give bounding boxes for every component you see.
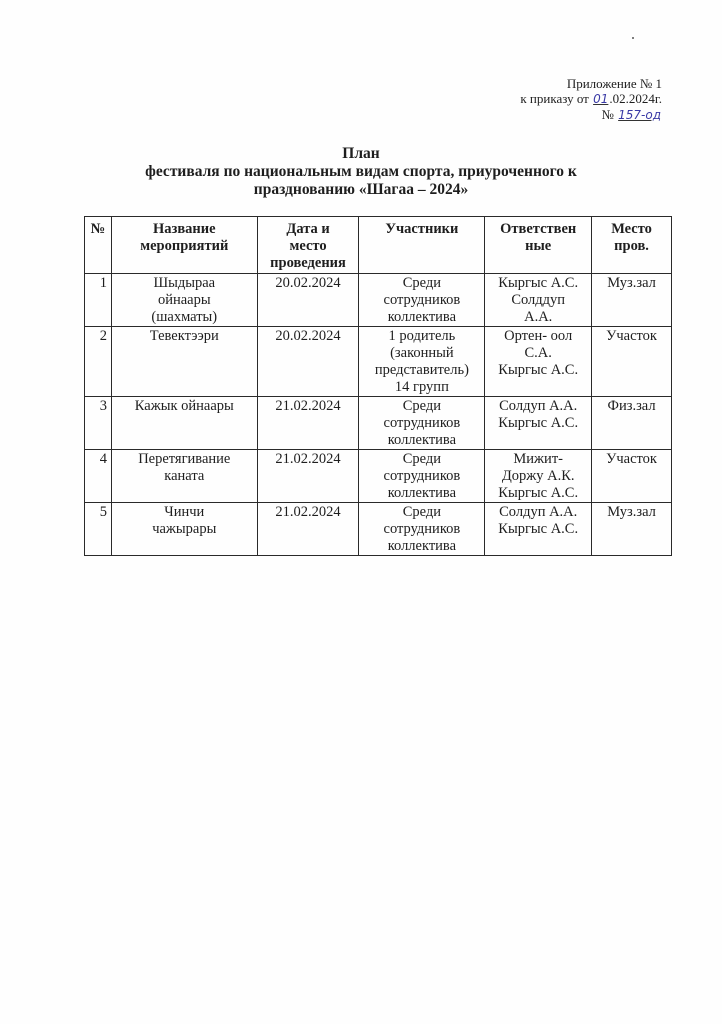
cell-line: Шыдыраа [153, 275, 216, 291]
order-number-prefix: № [601, 107, 618, 122]
cell-line: сотрудников [383, 415, 461, 431]
cell-responsible [485, 327, 592, 397]
handwritten-order-number: 157-од [618, 108, 661, 122]
header-date [257, 217, 359, 274]
cell-line: Солдуп А.А. [499, 504, 578, 520]
document-title [0, 145, 722, 199]
order-date-suffix: .02.2024г. [609, 91, 662, 106]
cell-line: Муз.зал [607, 504, 656, 520]
cell-line: Участок [606, 328, 657, 344]
cell-line: Ответствен [500, 221, 577, 237]
cell-line: Среди [402, 504, 442, 520]
appendix-line-3 [520, 107, 662, 123]
cell-line: Кыргыс А.С. [498, 275, 579, 291]
cell-line: Физ.зал [607, 398, 656, 414]
cell-line: Кыргыс А.С. [498, 415, 579, 431]
title-line-1: План [342, 145, 380, 162]
cell-line: проведения [270, 255, 346, 271]
cell-line: Чинчи [164, 504, 205, 520]
cell-line: (законный [390, 345, 454, 361]
cell-line: Ортен- оол [504, 328, 573, 344]
cell-line: Участок [606, 451, 657, 467]
table-row [85, 327, 672, 397]
cell-line: Тевектээри [149, 328, 219, 344]
title-line-2: фестиваля по национальным видам спорта, приуроченного к [145, 163, 577, 180]
cell-number: 2 [85, 327, 112, 397]
cell-line: пров. [614, 238, 649, 254]
table-body [85, 274, 672, 556]
cell-place [592, 274, 672, 327]
title-line-3: празднованию «Шагаа – 2024» [253, 181, 469, 198]
cell-participants [359, 327, 485, 397]
cell-date [257, 274, 359, 327]
cell-line: мероприятий [140, 238, 229, 254]
cell-place [592, 397, 672, 450]
cell-line: каната [164, 468, 205, 484]
cell-line: С.А. [524, 345, 552, 361]
cell-number: 1 [85, 274, 112, 327]
cell-event-name [111, 450, 257, 503]
cell-line: 21.02.2024 [275, 398, 341, 414]
header-participants [359, 217, 485, 274]
cell-date [257, 327, 359, 397]
appendix-line-2 [520, 91, 662, 107]
cell-line: Солддуп [511, 292, 566, 308]
cell-line: Дата и [286, 221, 330, 237]
cell-line: (шахматы) [151, 309, 218, 325]
cell-line: № [90, 221, 106, 237]
cell-date [257, 503, 359, 556]
cell-line: чажырары [152, 521, 217, 537]
cell-line: Участники [385, 221, 459, 237]
cell-number: 3 [85, 397, 112, 450]
cell-event-name [111, 274, 257, 327]
cell-participants [359, 397, 485, 450]
cell-line: 21.02.2024 [275, 504, 341, 520]
cell-line: Среди [402, 398, 442, 414]
cell-line: Кыргыс А.С. [498, 362, 579, 378]
table-row [85, 450, 672, 503]
cell-participants [359, 503, 485, 556]
cell-number: 5 [85, 503, 112, 556]
cell-line: коллектива [387, 485, 457, 501]
cell-line: 14 групп [394, 379, 449, 395]
table-row [85, 503, 672, 556]
cell-place [592, 503, 672, 556]
header-responsible [485, 217, 592, 274]
scan-speck [632, 37, 634, 39]
cell-line: Доржу А.К. [501, 468, 575, 484]
cell-event-name [111, 327, 257, 397]
cell-responsible [485, 450, 592, 503]
cell-line: коллектива [387, 432, 457, 448]
cell-line: ные [525, 238, 552, 254]
cell-place [592, 327, 672, 397]
cell-line: Среди [402, 451, 442, 467]
cell-participants [359, 450, 485, 503]
cell-line: 21.02.2024 [275, 451, 341, 467]
cell-responsible [485, 274, 592, 327]
cell-line: Среди [402, 275, 442, 291]
header-num [85, 217, 112, 274]
cell-line: Муз.зал [607, 275, 656, 291]
cell-number: 4 [85, 450, 112, 503]
cell-line: А.А. [524, 309, 553, 325]
cell-line: ойнаары [157, 292, 211, 308]
handwritten-day: 01 [593, 92, 609, 106]
cell-line: коллектива [387, 538, 457, 554]
cell-line: Мижит- [513, 451, 563, 467]
cell-place [592, 450, 672, 503]
cell-event-name [111, 503, 257, 556]
cell-line: Кажык ойнаары [134, 398, 234, 414]
cell-line: сотрудников [383, 292, 461, 308]
table-row [85, 274, 672, 327]
cell-line: 20.02.2024 [275, 275, 341, 291]
order-date-prefix: к приказу от [520, 91, 593, 106]
cell-line: 1 родитель [388, 328, 456, 344]
cell-line: Кыргыс А.С. [498, 485, 579, 501]
cell-line: сотрудников [383, 521, 461, 537]
cell-line: Перетягивание [138, 451, 231, 467]
cell-event-name [111, 397, 257, 450]
events-table [84, 216, 672, 556]
cell-line: Солдуп А.А. [499, 398, 578, 414]
cell-line: Название [152, 221, 216, 237]
cell-line: место [289, 238, 327, 254]
appendix-line-1: Приложение № 1 [566, 76, 662, 91]
cell-responsible [485, 397, 592, 450]
header-place [592, 217, 672, 274]
cell-date [257, 397, 359, 450]
header-name [111, 217, 257, 274]
table-header-row [85, 217, 672, 274]
table-row [85, 397, 672, 450]
cell-line: 20.02.2024 [275, 328, 341, 344]
cell-participants [359, 274, 485, 327]
cell-date [257, 450, 359, 503]
cell-responsible [485, 503, 592, 556]
cell-line: Кыргыс А.С. [498, 521, 579, 537]
cell-line: Место [611, 221, 652, 237]
appendix-note [520, 76, 662, 123]
cell-line: сотрудников [383, 468, 461, 484]
cell-line: коллектива [387, 309, 457, 325]
cell-line: представитель) [374, 362, 469, 378]
